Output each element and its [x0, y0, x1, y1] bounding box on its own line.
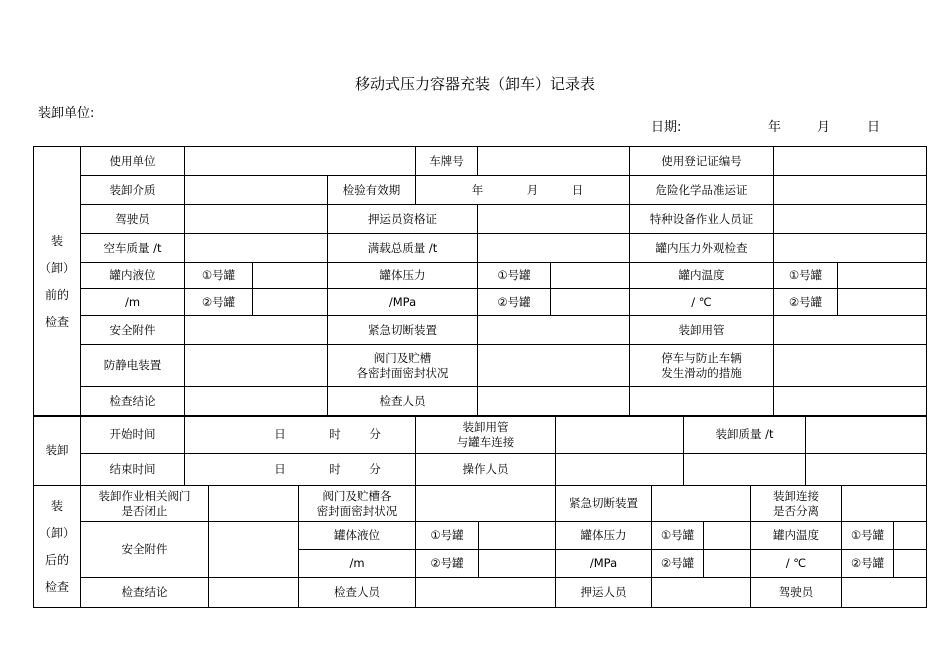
tank1-label: ①号罐	[416, 522, 479, 550]
end-time-label: 结束时间	[81, 454, 185, 486]
inspector-label: 检查人员	[299, 578, 416, 608]
tank1-label: ①号罐	[652, 522, 704, 550]
pipe-connection-line: 装卸用管	[462, 419, 509, 434]
escort-cert-label: 押运员资格证	[328, 205, 478, 234]
tank1-label: ①号罐	[478, 263, 551, 289]
conclusion-label: 检查结论	[81, 578, 209, 608]
body-pressure-tank2-field[interactable]	[704, 550, 751, 578]
blank-cell	[684, 454, 806, 486]
empty-mass-field[interactable]	[185, 234, 328, 263]
safety-accessories-label: 安全附件	[81, 316, 185, 345]
liquid-level-unit: /m	[81, 289, 185, 316]
emergency-cutoff-field[interactable]	[478, 316, 630, 345]
inspector-label: 检查人员	[328, 387, 478, 417]
anti-slide-line: 停车与防止车辆	[661, 350, 742, 365]
section-label-line: 装	[50, 498, 63, 513]
validity-year: 年	[471, 182, 484, 197]
anti-slide-line: 发生滑动的措施	[661, 365, 742, 380]
operator-label: 操作人员	[416, 454, 556, 486]
emergency-cutoff-label: 紧急切断装置	[556, 486, 652, 522]
connection-separated-label	[751, 486, 842, 522]
end-time-field[interactable]	[185, 454, 416, 486]
start-hour: 时	[329, 427, 341, 441]
pipe-connection-line: 与罐车连接	[456, 434, 515, 449]
tank1-label: ①号罐	[185, 263, 253, 289]
inspector-field[interactable]	[478, 387, 630, 417]
valves-closed-line: 是否闭止	[121, 503, 168, 518]
pipe-connection-field[interactable]	[556, 416, 684, 454]
validity-day: 日	[571, 182, 584, 197]
body-pressure-label: 罐体压力	[556, 522, 652, 550]
section-label-line: 检查	[44, 579, 69, 594]
start-time-label: 开始时间	[81, 416, 185, 454]
loading-unit-label: 装卸单位:	[38, 106, 95, 121]
validity-month: 月	[526, 182, 539, 197]
temperature-unit: / ℃	[751, 550, 842, 578]
driver-label: 驾驶员	[751, 578, 842, 608]
medium-label: 装卸介质	[81, 176, 185, 205]
special-operator-cert-label: 特种设备作业人员证	[630, 205, 774, 234]
safety-accessories-field[interactable]	[209, 522, 299, 578]
tank1-label: ①号罐	[842, 522, 894, 550]
start-minute: 分	[369, 427, 381, 441]
plate-number-label: 车牌号	[416, 147, 478, 176]
plate-number-field[interactable]	[478, 147, 630, 176]
inspector-field[interactable]	[416, 578, 556, 608]
safety-accessories-field[interactable]	[185, 316, 328, 345]
conclusion-field[interactable]	[209, 578, 299, 608]
body-pressure-tank2-field[interactable]	[551, 289, 630, 316]
end-minute: 分	[369, 462, 381, 476]
post-check-table	[33, 485, 927, 608]
use-unit-field[interactable]	[185, 147, 416, 176]
loading-section-label: 装卸	[34, 416, 81, 486]
liquid-level-label: 罐内液位	[81, 263, 185, 289]
page-title: 移动式压力容器充装（卸车）记录表	[354, 75, 595, 93]
pre-check-section-label	[34, 147, 81, 417]
safety-accessories-label: 安全附件	[81, 522, 209, 578]
blank-cell	[630, 387, 774, 417]
temperature-tank2-field[interactable]	[894, 550, 927, 578]
tank2-label: ②号罐	[774, 289, 838, 316]
full-mass-label: 满载总质量 /t	[328, 234, 478, 263]
anti-slide-field[interactable]	[774, 345, 927, 387]
valves-closed-line: 装卸作业相关阀门	[98, 488, 191, 503]
valves-closed-field[interactable]	[209, 486, 299, 522]
loading-pipe-label: 装卸用管	[630, 316, 774, 345]
inspection-validity-field[interactable]	[416, 176, 630, 205]
registration-no-field[interactable]	[774, 147, 927, 176]
connection-separated-field[interactable]	[842, 486, 927, 522]
body-pressure-tank1-field[interactable]	[551, 263, 630, 289]
connection-separated-line: 装卸连接	[773, 488, 819, 503]
liquid-level-tank2-field[interactable]	[479, 550, 556, 578]
post-check-section-label	[34, 486, 81, 608]
antistatic-field[interactable]	[185, 345, 328, 387]
date-day: 日	[867, 120, 881, 135]
section-label-line: 前的	[44, 287, 69, 302]
antistatic-label: 防静电装置	[81, 345, 185, 387]
date-year: 年	[768, 120, 782, 135]
liquid-level-unit: /m	[299, 550, 416, 578]
end-hour: 时	[329, 462, 341, 476]
tank2-label: ②号罐	[185, 289, 253, 316]
date-month: 月	[817, 120, 831, 135]
section-label-line: 装	[50, 233, 63, 248]
tank2-label: ②号罐	[652, 550, 704, 578]
escort-field[interactable]	[652, 578, 751, 608]
tank1-label: ①号罐	[774, 263, 838, 289]
escort-cert-field[interactable]	[478, 205, 630, 234]
conclusion-field[interactable]	[185, 387, 328, 417]
end-day: 日	[274, 462, 286, 476]
driver-field[interactable]	[842, 578, 927, 608]
blank-cell	[774, 387, 927, 417]
tank-temperature-label: 罐内温度	[751, 522, 842, 550]
loading-pipe-field[interactable]	[774, 316, 927, 345]
section-label-line: 检查	[44, 314, 69, 329]
connection-separated-line: 是否分离	[773, 503, 819, 518]
anti-slide-label	[630, 345, 774, 387]
start-time-field[interactable]	[185, 416, 416, 454]
liquid-level-tank1-field[interactable]	[253, 263, 328, 289]
valves-closed-label	[81, 486, 209, 522]
body-pressure-tank1-field[interactable]	[704, 522, 751, 550]
pipe-connection-label	[416, 416, 556, 454]
special-operator-cert-field[interactable]	[774, 205, 927, 234]
loading-mass-field[interactable]	[806, 416, 927, 454]
liquid-level-label: 罐体液位	[299, 522, 416, 550]
temperature-unit: / ℃	[630, 289, 774, 316]
operator-field[interactable]	[556, 454, 684, 486]
body-pressure-unit: /MPa	[556, 550, 652, 578]
hazmat-permit-label: 危险化学品准运证	[630, 176, 774, 205]
tank2-label: ②号罐	[416, 550, 479, 578]
blank-cell	[806, 454, 927, 486]
start-day: 日	[274, 427, 286, 441]
loading-mass-label: 装卸质量 /t	[684, 416, 806, 454]
emergency-cutoff-label: 紧急切断装置	[328, 316, 478, 345]
body-pressure-label: 罐体压力	[328, 263, 478, 289]
hazmat-permit-field[interactable]	[774, 176, 927, 205]
valve-seal-line: 各密封面密封状况	[356, 365, 449, 380]
emergency-cutoff-field[interactable]	[652, 486, 751, 522]
liquid-level-tank2-field[interactable]	[253, 289, 328, 316]
driver-label: 驾驶员	[81, 205, 185, 234]
date-label: 日期:	[651, 120, 682, 135]
loading-table	[33, 415, 927, 486]
escort-label: 押运人员	[556, 578, 652, 608]
inspection-validity-label: 检验有效期	[328, 176, 416, 205]
section-label-line: （卸）	[38, 525, 75, 540]
empty-mass-label: 空车质量 /t	[81, 234, 185, 263]
conclusion-label: 检查结论	[81, 387, 185, 417]
registration-no-label: 使用登记证编号	[630, 147, 774, 176]
temperature-tank1-field[interactable]	[894, 522, 927, 550]
tank2-label: ②号罐	[842, 550, 894, 578]
valve-seal-line: 阀门及贮槽各	[322, 488, 392, 503]
medium-field[interactable]	[185, 176, 328, 205]
valve-seal-field[interactable]	[478, 345, 630, 387]
tank-pressure-appearance-label: 罐内压力外观检查	[630, 234, 774, 263]
section-label-line: 后的	[44, 552, 69, 567]
valve-seal-line: 阀门及贮槽	[373, 350, 432, 365]
tank-pressure-appearance-field[interactable]	[774, 234, 927, 263]
temperature-tank2-field[interactable]	[838, 289, 927, 316]
tank-temperature-label: 罐内温度	[630, 263, 774, 289]
full-mass-field[interactable]	[478, 234, 630, 263]
valve-seal-field[interactable]	[416, 486, 556, 522]
liquid-level-tank1-field[interactable]	[479, 522, 556, 550]
use-unit-label: 使用单位	[81, 147, 185, 176]
pre-check-table	[33, 146, 927, 417]
body-pressure-unit: /MPa	[328, 289, 478, 316]
temperature-tank1-field[interactable]	[838, 263, 927, 289]
valve-seal-label	[328, 345, 478, 387]
valve-seal-line: 密封面密封状况	[316, 503, 398, 518]
tank2-label: ②号罐	[478, 289, 551, 316]
driver-field[interactable]	[185, 205, 328, 234]
valve-seal-label	[299, 486, 416, 522]
section-label-line: （卸）	[38, 260, 75, 275]
